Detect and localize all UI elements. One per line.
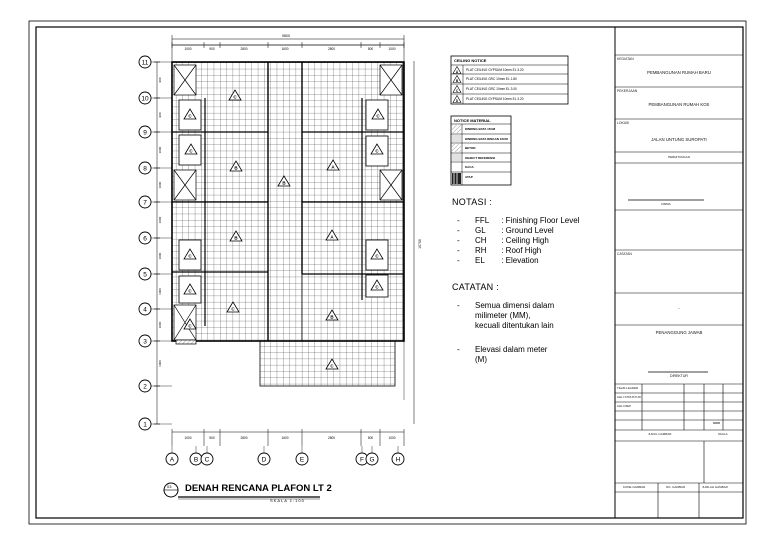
top-dim-label: 2800: [240, 47, 248, 51]
bottom-dim-label: 2800: [240, 436, 248, 440]
overall-height-label: 10700: [417, 239, 422, 249]
room-tag-label: A: [331, 164, 335, 170]
room-tag-label: A: [330, 234, 334, 240]
catatan-bullet: -: [457, 345, 460, 354]
left-dimensions: [154, 62, 162, 424]
bottom-dimensions: [172, 429, 404, 446]
left-dim-label: 1000: [158, 321, 162, 329]
room-tag-label: C: [188, 253, 192, 259]
grid-row-label: 4: [143, 306, 147, 314]
bottom-dim-label: 500: [209, 436, 215, 440]
grid-col-label: E: [299, 456, 305, 464]
room-tag-label: B: [282, 180, 286, 186]
catatan-line: Semua dimensi dalam: [475, 301, 555, 310]
notasi-title: NOTASI :: [452, 197, 493, 207]
room-tag-label: C: [375, 284, 379, 290]
room-tag-label: B: [330, 314, 334, 320]
top-dim-label: 1600: [281, 47, 289, 51]
kegiatan-label: KEGIATAN: [617, 57, 634, 61]
bottom-dim-label: 1000: [184, 436, 192, 440]
perhitungan-label: PERHITUNGAN: [668, 155, 690, 159]
left-dim-label: 1000: [158, 216, 162, 224]
notasi-desc: : Ground Level: [499, 226, 554, 235]
skala-label: SKALA: [718, 432, 728, 436]
team-leader-label: TEAM LEADER: [617, 386, 639, 390]
notasi-desc: : Roof High: [499, 246, 542, 255]
grid-row-label: 9: [143, 129, 147, 137]
bottom-dim-label: 1000: [388, 436, 396, 440]
top-dim-label: 2800: [327, 47, 336, 51]
room-tag-label: C: [189, 148, 193, 154]
catatan-line: Elevasi dalam meter: [475, 345, 548, 354]
grid-row-label: 1: [143, 421, 147, 429]
grid-columns: [166, 446, 404, 465]
grid-row-label: 3: [143, 338, 147, 346]
bottom-dim-label: 2800: [327, 436, 336, 440]
ceiling-notice-item: PLAT CEILING GYPSUM 10mm EL 3.20: [466, 67, 524, 72]
title-block: [615, 27, 743, 518]
material-notice-item: OBJECT REFERENSI: [465, 155, 496, 160]
grid-col-label: A: [169, 456, 175, 464]
firma-label: FIRMA: [661, 202, 671, 206]
left-dim-label: 1000: [158, 146, 162, 154]
left-dim-label: 900: [158, 112, 162, 118]
material-notice-item: DINDING BATA RINGAN 10CM: [465, 136, 508, 141]
notice-triangle-tag: A: [455, 69, 459, 74]
lokasi-value: JALAN UNTUNG SUROPATI: [651, 137, 707, 142]
top-dim-label: 1000: [184, 47, 192, 51]
room-tag-label: C: [376, 113, 380, 119]
notice-triangle-tag: B: [455, 78, 459, 83]
notasi-row: - GL : Ground Level: [457, 226, 554, 235]
direktur-label: DIREKTUR: [670, 374, 688, 378]
room-tag-label: C: [330, 363, 334, 369]
overall-width-label: 9800: [282, 34, 290, 38]
grid-rows: [139, 56, 172, 430]
grid-row-label: 2: [143, 383, 147, 391]
drawing-scale: SKALA 1:100: [270, 498, 305, 503]
pekerjaan-label: PEKERJAAN: [617, 89, 638, 93]
room-tag-label: B: [234, 235, 238, 241]
jumlah-gambar-label: JUMLAH GAMBAR: [702, 485, 728, 489]
top-dim-label: 1000: [388, 47, 396, 51]
drawing-title: DENAH RENCANA PLAFON LT 2: [185, 483, 332, 494]
room-tag-label: B: [234, 165, 238, 171]
notice-triangle-tag: C: [455, 88, 459, 93]
room-tag-label: C: [188, 288, 192, 294]
left-dim-label: 1000: [158, 252, 162, 260]
pekerjaan-value: PEMBANGUNAN RUMAH KOS: [648, 102, 710, 107]
grid-row-label: 5: [143, 271, 147, 279]
room-tag-label: C: [231, 306, 235, 312]
room-tag-label: C: [233, 94, 237, 100]
ceiling-notice-item: PLAT CEILING GRC 10mm EL 1.80: [466, 76, 517, 81]
left-dim-label: 900: [158, 77, 162, 83]
ahli-struktur-label: AHLI STRUKTUR: [617, 395, 641, 399]
notasi-code: RH: [475, 246, 487, 255]
grid-col-label: G: [369, 456, 375, 464]
notasi-code: GL: [475, 226, 486, 235]
grid-col-label: B: [193, 456, 199, 464]
left-dim-label: 1000: [158, 360, 162, 367]
ceiling-notice-item: PLAT CEILING GYPSUM 10mm EL 3.20: [466, 96, 524, 101]
notasi-desc: : Elevation: [499, 256, 539, 265]
drawing-marker-number: 03: [167, 484, 172, 489]
dash-value: -: [678, 306, 680, 311]
ceiling-notice-title: CEILING NOTICE: [454, 58, 487, 63]
room-tag-label: C: [375, 253, 379, 259]
kode-gambar-label: KODE GAMBAR: [623, 485, 646, 489]
lokasi-label: LOKASI: [617, 121, 630, 125]
catatan-label: CATATAN: [617, 252, 632, 256]
penanggung-jawab-label: PENANGGUNG JAWAB: [655, 330, 703, 335]
grid-col-label: C: [204, 456, 210, 464]
catatan-line: milimeter (MM),: [475, 311, 531, 320]
grid-col-label: F: [360, 456, 364, 464]
notasi-row: - FFL : Finishing Floor Level: [457, 216, 580, 225]
grid-row-label: 11: [141, 59, 149, 67]
top-dim-label: 500: [367, 47, 374, 51]
notasi-code: EL: [475, 256, 485, 265]
room-tag-label: C: [375, 148, 379, 154]
bottom-dim-label: 1600: [281, 436, 289, 440]
judul-gambar-label: JUDUL GAMBAR: [648, 432, 672, 436]
ceiling-notice-item: PLAT CEILING GRC 10mm EL 3.00: [466, 86, 517, 91]
room-tag-label: C: [188, 323, 192, 329]
catatan-title: CATATAN :: [452, 282, 500, 292]
notasi-desc: : Finishing Floor Level: [499, 216, 580, 225]
notice-triangle-tag: D: [455, 98, 459, 103]
material-notice-item: DINDING BATA 15CM: [465, 126, 496, 131]
grid-row-label: 7: [143, 199, 147, 207]
no-gambar-label: NO. GAMBAR: [666, 485, 686, 489]
grid-col-label: D: [261, 456, 267, 464]
left-dim-label: 1000: [158, 181, 162, 189]
catatan-bullet: -: [457, 301, 460, 310]
kegiatan-value: PEMBANGUNAN RUMAH BARU: [647, 70, 711, 75]
top-dim-label: 900: [209, 47, 215, 51]
top-dimensions: [172, 42, 404, 51]
ceiling-notice-icons: [453, 67, 461, 103]
notasi-code: FFL: [475, 216, 490, 225]
material-notice-item: KACA: [465, 164, 474, 169]
material-notice-item: BETON: [465, 145, 476, 150]
bottom-dim-label: 500: [367, 436, 374, 440]
left-dim-label: 1000: [158, 288, 162, 295]
notasi-desc: : Ceiling High: [499, 236, 549, 245]
grid-col-label: H: [395, 456, 401, 464]
notasi-row: - CH : Ceiling High: [457, 236, 549, 245]
grid-row-label: 8: [143, 165, 147, 173]
material-notice-item: ATAP: [465, 174, 473, 179]
grid-row-label: 10: [141, 95, 149, 103]
catatan-line: kecuali ditentukan lain: [475, 321, 554, 330]
notasi-row: - EL : Elevation: [457, 256, 539, 265]
notasi-code: CH: [475, 236, 487, 245]
grid-row-label: 6: [143, 235, 147, 243]
ahli-mep-label: AHLI MEP: [617, 404, 632, 408]
catatan-line: (M): [475, 355, 487, 364]
material-notice-title: NOTICE MATERIAL: [454, 118, 491, 123]
notasi-row: - RH : Roof High: [457, 246, 542, 255]
room-tag-label: C: [188, 113, 192, 119]
